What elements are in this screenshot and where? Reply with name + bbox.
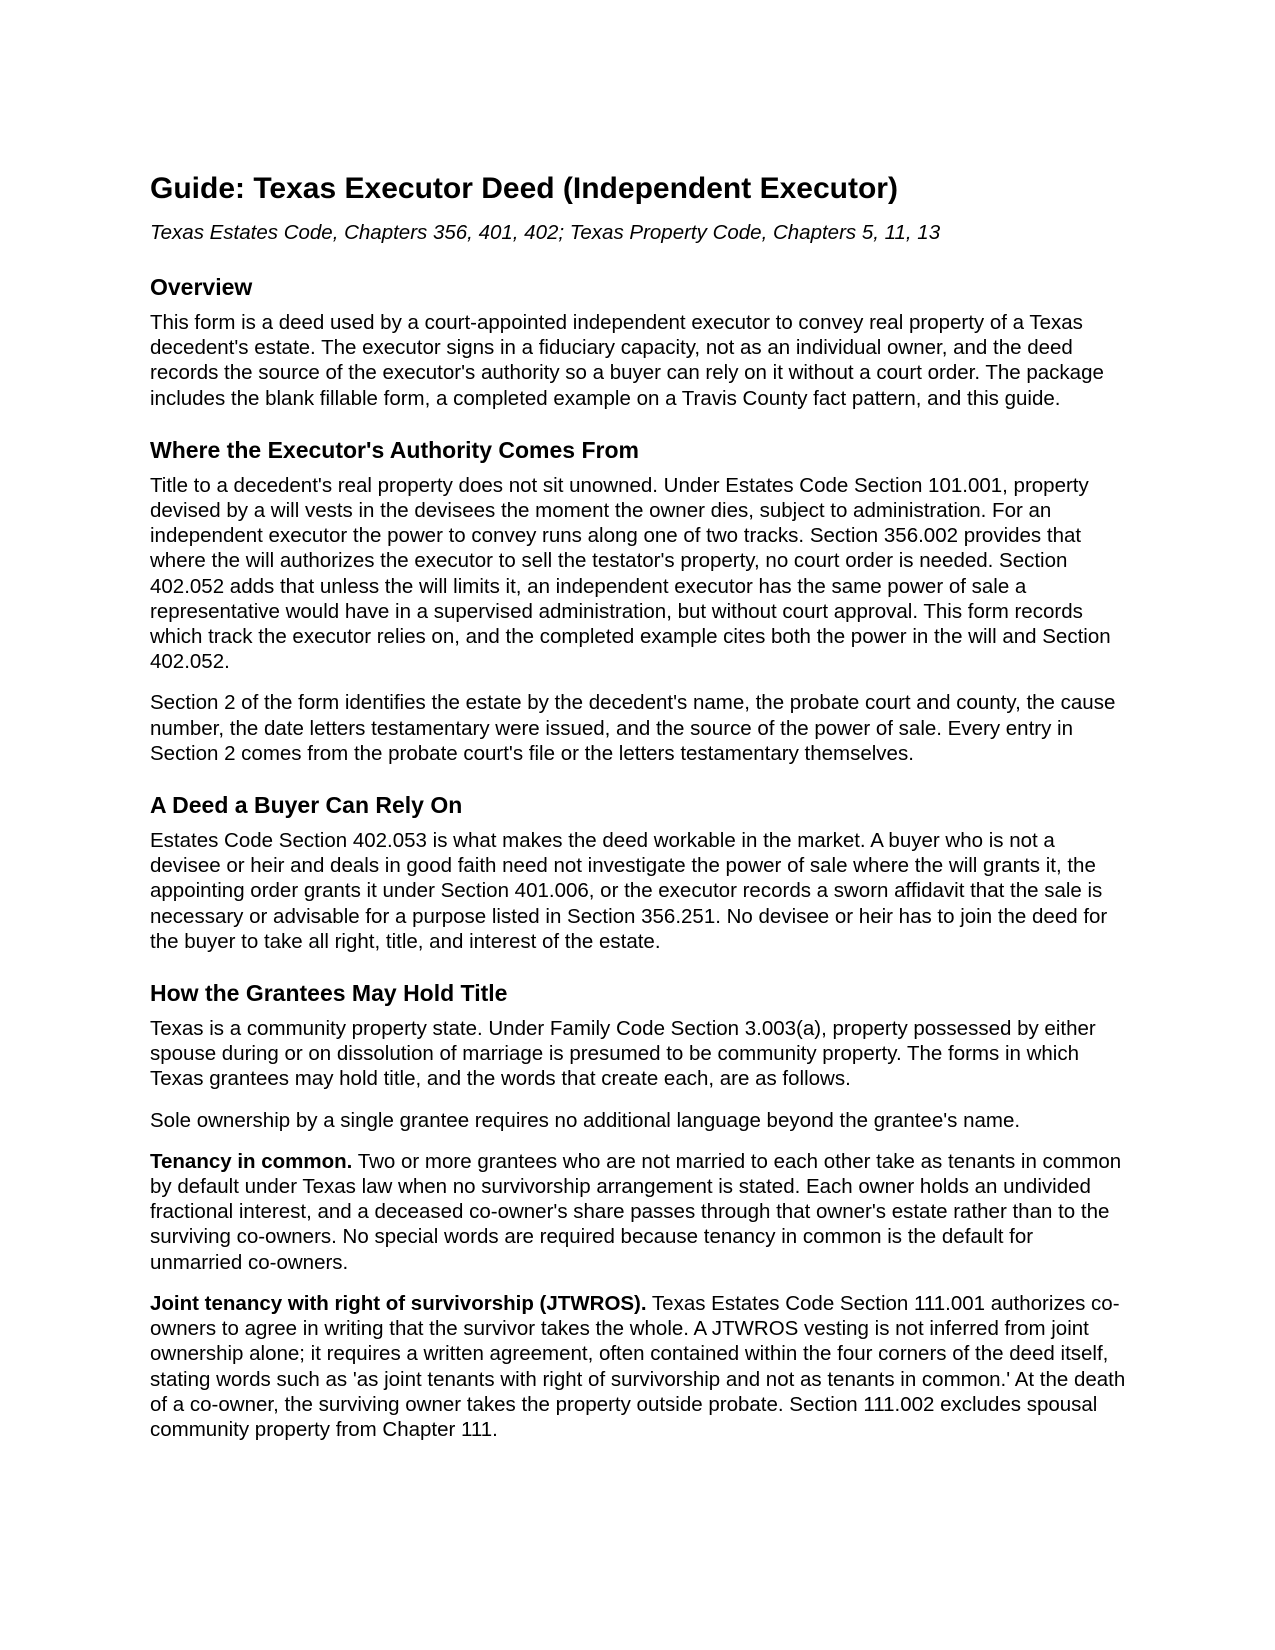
section-overview: [150, 272, 1126, 411]
grantee-paragraph-sole-ownership: Sole ownership by a single grantee requires no additional language beyond the grantee's name.: [150, 1108, 1021, 1132]
term-jtwros: Joint tenancy with right of survivorship (JTWROS).: [150, 1291, 647, 1315]
section-heading-overview: Overview: [150, 274, 253, 300]
tenancy-in-common-text: Two or more grantees who are not married to each other take as tenants in common by default under Texas law when no survivorship arrangement is stated. Each owner holds an undivided fractional interest, and a deceased co-owner's share passes through that owner's estate rather than to the surviving co-owners. No special words are required because tenancy in common is the default for unmarried co-owners.: [150, 1149, 1122, 1274]
section-heading-buyer-reliance: A Deed a Buyer Can Rely On: [150, 792, 463, 819]
section-heading-grantee-title: How the Grantees May Hold Title: [150, 980, 508, 1007]
document-page: [150, 170, 1126, 1442]
section-heading-executor-authority: Where the Executor's Authority Comes From: [150, 436, 639, 463]
jtwros-text: Texas Estates Code Section 111.001 authorizes co-owners to agree in writing that the survivor takes the whole. A JTWROS vesting is not inferred from joint ownership alone; it requires a written agreement, often contained within the four corners of the deed itself, stating words such as 'as joint tenants with right of survivorship and not as tenants in common.' At the death of a co-owner, the surviving owner takes the property outside probate. Section 111.002 excludes spousal community property from Chapter 111.: [150, 1291, 1126, 1441]
grantee-paragraph-jtwros: [150, 1291, 1126, 1442]
section-buyer-reliance: [150, 790, 1126, 954]
overview-paragraph: This form is a deed used by a court-appointed independent executor to convey real property of a Texas decedent's estate. The executor signs in a fiduciary capacity, not as an individual owner, and the deed records the source of the executor's authority so a buyer can rely on it without a court order. The package includes the blank fillable form, a completed example on a Travis County fact pattern, and this guide.: [150, 311, 1104, 410]
buyer-reliance-paragraph: Estates Code Section 402.053 is what makes the deed workable in the market. A buyer who is not a devisee or heir and deals in good faith need not investigate the power of sale where the will grants it, the appointing order grants it under Section 401.006, or the executor records a sworn affidavit that the sale is necessary or advisable for a purpose listed in Section 356.251. No devisee or heir has to join the deed for the buyer to take all right, title, and interest of the estate.: [150, 829, 1108, 953]
section-executor-authority: [150, 435, 1126, 766]
page-subtitle: Texas Estates Code, Chapters 356, 401, 402; Texas Property Code, Chapters 5, 11, 13: [150, 221, 941, 244]
grantee-paragraph-tenancy-in-common: [150, 1149, 1126, 1275]
authority-paragraph-1: Title to a decedent's real property does not sit unowned. Under Estates Code Section 101.001, property devised by a will vests in the devisees the moment the owner dies, subject to administration. For an independent executor the power to convey runs along one of two tracks. Section 356.002 provides that where the will authorizes the executor to sell the testator's property, no court order is needed. Section 402.052 adds that unless the will limits it, an independent executor has the same power of sale a representative would have in a supervised administration, but without court approval. This form records which track the executor relies on, and the completed example cites both the power in the will and Section 402.052.: [150, 473, 1111, 674]
section-grantee-title: [150, 978, 1126, 1442]
grantee-paragraph-community-property: Texas is a community property state. Under Family Code Section 3.003(a), property possessed by either spouse during or on dissolution of marriage is presumed to be community property. The forms in which Texas grantees may hold title, and the words that create each, are as follows.: [150, 1017, 1096, 1091]
authority-paragraph-2: Section 2 of the form identifies the estate by the decedent's name, the probate court and county, the cause number, the date letters testamentary were issued, and the source of the power of sale. Every entry in Section 2 comes from the probate court's file or the letters testamentary themselves.: [150, 691, 1116, 765]
term-tenancy-in-common: Tenancy in common.: [150, 1149, 353, 1173]
page-title: Guide: Texas Executor Deed (Independent Executor): [150, 172, 898, 205]
